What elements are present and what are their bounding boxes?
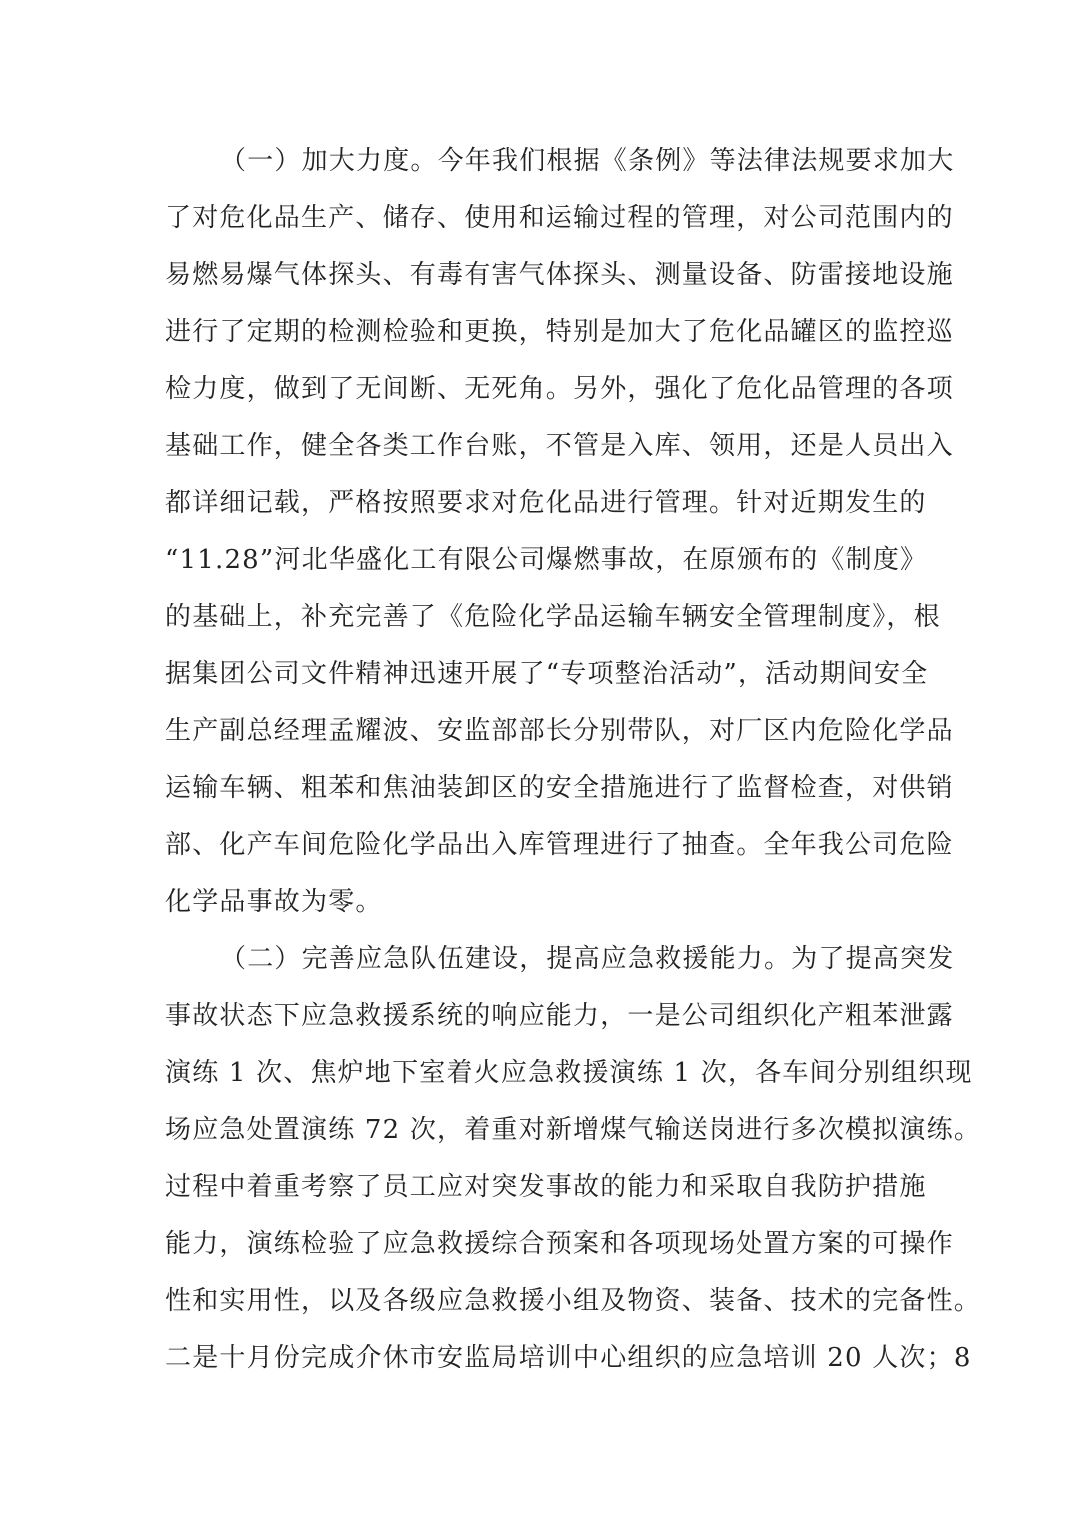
text-line: 过程中着重考察了员工应对突发事故的能力和采取自我防护措施 — [165, 1172, 927, 1202]
text-line: 的基础上，补充完善了《危险化学品运输车辆安全管理制度》，根 — [165, 602, 941, 632]
text-line: 事故状态下应急救援系统的响应能力，一是公司组织化产粗苯泄露 — [165, 1001, 954, 1031]
text-line: 都详细记载，严格按照要求对危化品进行管理。针对近期发生的 — [165, 488, 927, 518]
text-line: 二是十月份完成介休市安监局培训中心组织的应急培训 20 人次；8 — [165, 1343, 972, 1373]
text-line: （一）加大力度。今年我们根据《条例》等法律法规要求加大 — [220, 146, 955, 176]
text-line: 性和实用性，以及各级应急救援小组及物资、装备、技术的完备性。 — [165, 1286, 982, 1316]
text-line: 检力度，做到了无间断、无死角。另外，强化了危化品管理的各项 — [165, 374, 954, 404]
text-line: 能力，演练检验了应急救援综合预案和各项现场处置方案的可操作 — [165, 1229, 954, 1259]
text-line: 部、化产车间危险化学品出入库管理进行了抽查。全年我公司危险 — [165, 830, 954, 860]
text-line: 据集团公司文件精神迅速开展了“专项整治活动”，活动期间安全 — [165, 659, 929, 689]
text-line: “11.28”河北华盛化工有限公司爆燃事故，在原颁布的《制度》 — [165, 545, 928, 575]
text-line: 了对危化品生产、储存、使用和运输过程的管理，对公司范围内的 — [165, 203, 954, 233]
text-line: 基础工作，健全各类工作台账，不管是入库、领用，还是人员出入 — [165, 431, 954, 461]
text-line: 运输车辆、粗苯和焦油装卸区的安全措施进行了监督检查，对供销 — [165, 773, 954, 803]
text-line: 易燃易爆气体探头、有毒有害气体探头、测量设备、防雷接地设施 — [165, 260, 954, 290]
text-line: 场应急处置演练 72 次，着重对新增煤气输送岗进行多次模拟演练。 — [165, 1115, 982, 1145]
text-line: 化学品事故为零。 — [165, 887, 383, 917]
text-line: （二）完善应急队伍建设，提高应急救援能力。为了提高突发 — [220, 944, 955, 974]
text-line: 生产副总经理孟耀波、安监部部长分别带队，对厂区内危险化学品 — [165, 716, 954, 746]
text-line: 演练 1 次、焦炉地下室着火应急救援演练 1 次，各车间分别组织现 — [165, 1058, 973, 1088]
text-line: 进行了定期的检测检验和更换，特别是加大了危化品罐区的监控巡 — [165, 317, 954, 347]
